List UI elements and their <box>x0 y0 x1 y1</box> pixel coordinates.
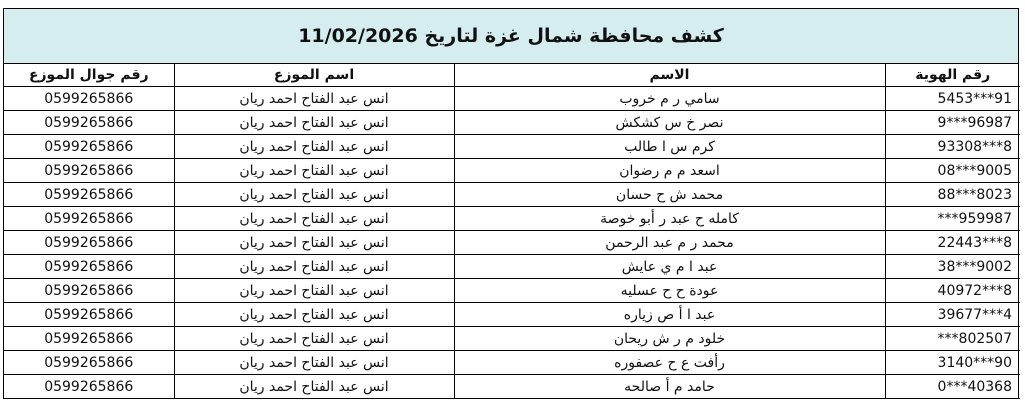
cell-id-number: 959987*** <box>885 207 1020 231</box>
cell-id-number: 8***40972 <box>885 279 1020 303</box>
column-header-phone: رقم جوال الموزع <box>4 64 174 87</box>
cell-distributor-name: انس عبد الفتاح احمد ريان <box>174 159 454 183</box>
cell-id-number: 8***22443 <box>885 231 1020 255</box>
table-row <box>4 303 1020 327</box>
cell-distributor-name: انس عبد الفتاح احمد ريان <box>174 231 454 255</box>
cell-id-number: 91***5453 <box>885 87 1020 111</box>
cell-distributor-phone: 0599265866 <box>4 207 174 231</box>
report-sheet <box>3 8 1019 399</box>
cell-person-name: كرم س ا طالب <box>454 135 885 159</box>
cell-distributor-name: انس عبد الفتاح احمد ريان <box>174 111 454 135</box>
cell-distributor-phone: 0599265866 <box>4 111 174 135</box>
cell-person-name: محمد ر م عبد الرحمن <box>454 231 885 255</box>
cell-id-number: 4***39677 <box>885 303 1020 327</box>
column-header-id: رقم الهوية <box>885 64 1020 87</box>
cell-id-number: 802507*** <box>885 327 1020 351</box>
table-row <box>4 351 1020 375</box>
cell-distributor-name: انس عبد الفتاح احمد ريان <box>174 279 454 303</box>
cell-distributor-phone: 0599265866 <box>4 279 174 303</box>
column-header-name: الاسم <box>454 64 885 87</box>
distribution-table <box>4 64 1020 399</box>
table-row <box>4 183 1020 207</box>
cell-distributor-phone: 0599265866 <box>4 231 174 255</box>
cell-distributor-phone: 0599265866 <box>4 375 174 399</box>
table-row <box>4 231 1020 255</box>
table-row <box>4 375 1020 399</box>
cell-id-number: 90***3140 <box>885 351 1020 375</box>
table-body <box>4 87 1020 399</box>
cell-person-name: رأفت ع ح عصفوره <box>454 351 885 375</box>
table-row <box>4 207 1020 231</box>
cell-distributor-phone: 0599265866 <box>4 159 174 183</box>
cell-distributor-phone: 0599265866 <box>4 351 174 375</box>
cell-distributor-name: انس عبد الفتاح احمد ريان <box>174 327 454 351</box>
cell-person-name: محمد ش ح حسان <box>454 183 885 207</box>
cell-id-number: 8***93308 <box>885 135 1020 159</box>
cell-person-name: عبد ا أ ص زياره <box>454 303 885 327</box>
cell-distributor-name: انس عبد الفتاح احمد ريان <box>174 183 454 207</box>
table-row <box>4 279 1020 303</box>
cell-distributor-name: انس عبد الفتاح احمد ريان <box>174 135 454 159</box>
cell-person-name: عودة ح ح عسليه <box>454 279 885 303</box>
cell-person-name: حامد م أ صالحه <box>454 375 885 399</box>
cell-person-name: كامله ح عبد ر أبو خوصة <box>454 207 885 231</box>
cell-id-number: 9005***08 <box>885 159 1020 183</box>
cell-person-name: خلود م ر ش ريحان <box>454 327 885 351</box>
cell-id-number: 9002***38 <box>885 255 1020 279</box>
cell-person-name: اسعد م م رضوان <box>454 159 885 183</box>
cell-distributor-name: انس عبد الفتاح احمد ريان <box>174 207 454 231</box>
cell-distributor-name: انس عبد الفتاح احمد ريان <box>174 255 454 279</box>
cell-distributor-phone: 0599265866 <box>4 183 174 207</box>
cell-distributor-phone: 0599265866 <box>4 255 174 279</box>
cell-distributor-name: انس عبد الفتاح احمد ريان <box>174 87 454 111</box>
cell-id-number: 96987***9 <box>885 111 1020 135</box>
table-row <box>4 87 1020 111</box>
cell-person-name: سامي ر م خروب <box>454 87 885 111</box>
table-row <box>4 111 1020 135</box>
cell-distributor-phone: 0599265866 <box>4 135 174 159</box>
cell-distributor-name: انس عبد الفتاح احمد ريان <box>174 375 454 399</box>
cell-person-name: نصر خ س كشكش <box>454 111 885 135</box>
table-row <box>4 135 1020 159</box>
table-row <box>4 159 1020 183</box>
cell-distributor-phone: 0599265866 <box>4 303 174 327</box>
cell-id-number: 40368***0 <box>885 375 1020 399</box>
report-title: كشف محافظة شمال غزة لتاريخ 11/02/2026 <box>4 9 1018 64</box>
cell-distributor-name: انس عبد الفتاح احمد ريان <box>174 351 454 375</box>
cell-distributor-name: انس عبد الفتاح احمد ريان <box>174 303 454 327</box>
cell-distributor-phone: 0599265866 <box>4 87 174 111</box>
table-row <box>4 255 1020 279</box>
table-header-row <box>4 64 1020 87</box>
cell-person-name: عبد ا م ي عايش <box>454 255 885 279</box>
table-row <box>4 327 1020 351</box>
column-header-distributor: اسم الموزع <box>174 64 454 87</box>
cell-distributor-phone: 0599265866 <box>4 327 174 351</box>
cell-id-number: 8023***88 <box>885 183 1020 207</box>
